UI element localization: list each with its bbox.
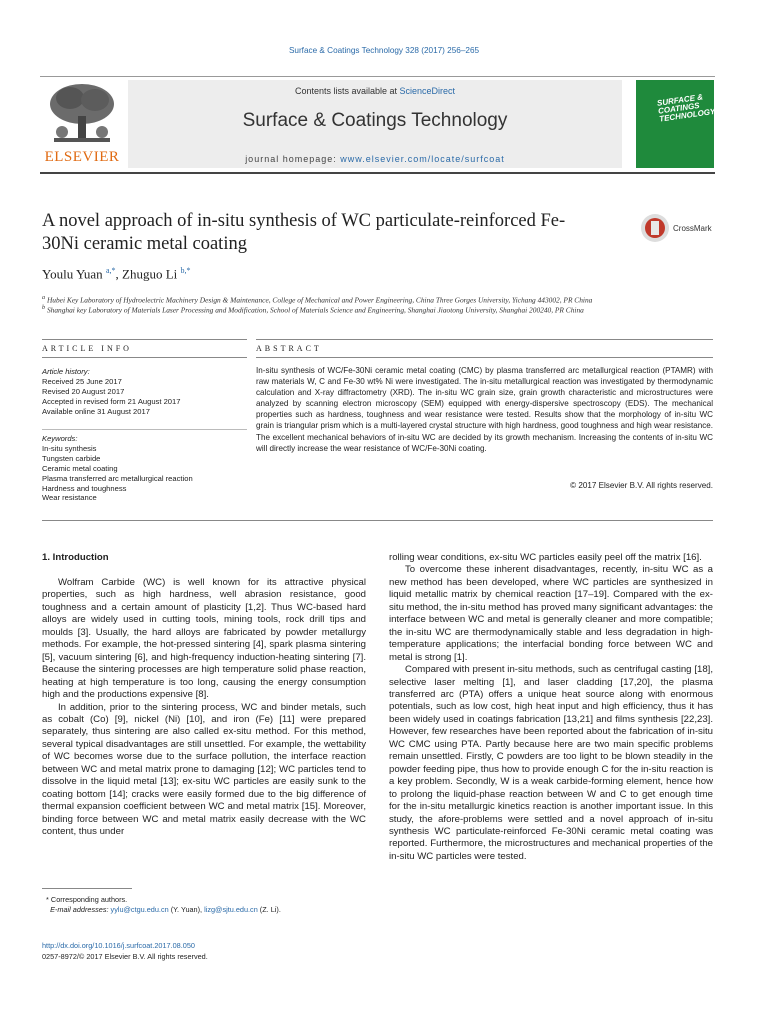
body-paragraph: rolling wear conditions, ex-situ WC particles easily peel off the matrix [16]. [389,552,702,563]
journal-reference-link[interactable]: Surface & Coatings Technology 328 (2017) 256–265 [288,46,480,55]
abstract-text: In-situ synthesis of WC/Fe-30Ni ceramic metal coating (CMC) by plasma transferred arc metallurgical reaction (PTAMR) with raw materials W, C and Fe-30 wt% Ni were investigated. The in-situ metallurgical reaction was investigated by thermodynamic calculation and X-ray diffractometry (XRD). The in-situ WC grain size, grain growth characteristic and microstructures were analyzed by scanning electron microscopy (SEM) equipped with energy-dispersive spectroscopy (EDS). The mechanical properties such as hardness, toughness and wear resistance were tested. Results show that the morphology of in-situ WC grain is triangular prism which is a multi-layered crystal structure with high hardness, good toughness and high wear resistance. The excellent mechanical behaviors of in-situ WC are decided by its growth mechanism. Increasing the contents of in-situ WC will directly increase the wear resistance of WC/Fe-30Ni coating. [256,366,713,453]
history-item: Available online 31 August 2017 [42,406,150,416]
crossmark-icon [640,213,670,243]
history-label: Article history: [42,367,90,376]
affil-mark: b [42,305,46,311]
elsevier-tree-icon [40,80,124,150]
keywords-block [42,434,247,503]
author-name: Youlu Yuan [42,266,103,282]
doi-text[interactable]: http://dx.doi.org/10.1016/j.surfcoat.2017.08.050 [42,941,195,950]
elsevier-logo [40,80,124,168]
left-column [42,577,366,839]
cover-title: SURFACE & COATINGS TECHNOLOGY [656,92,716,124]
journal-header-band [128,80,622,168]
journal-homepage-link[interactable]: www.elsevier.com/locate/surfcoat [340,154,505,164]
email-link[interactable]: yylu@ctgu.edu.cn [110,905,169,914]
crossmark-label: CrossMark [673,224,712,233]
footnote-corresponding: * Corresponding authors. E-mail addresses: yylu@ctgu.edu.cn (Y. Yuan), lizg@sjtu.edu.cn (Z. Li). [42,895,281,914]
body-paragraph: To overcome these inherent disadvantages, recently, in-situ WC as a new method has been developed, where WC particles are synthesized in liquid metallic matrix by chemical reaction [17–19]. Compared with the ex-situ method, the in-situ method has proved many significant advantages: the interface between WC and metal is generally cleaner and more compatible; the in-situ WC are thermodynamically stable and less degradation in high-temperature applications; the interfacial bonding force between WC and metal is strong [1]. [389,564,713,663]
keyword-item: Tungsten carbide [42,453,101,463]
body-paragraph: Wolfram Carbide (WC) is well known for its attractive physical properties, such as high hardness, well abrasion resistance, good toughness and a certain amount of plasticity [1,2]. Thus WC-based hard alloys are widely used in cutting tools, mining tools, rock drill tips and moulds [3]. Usually, the hard alloys are fabricated by powder metallurgy methods. For example, the hot-pressed sintering [4], spark plasma sintering [5], vacuum sintering [6], and high-frequency induction-heating sintering [7]. Because the sintering processes are high temperature solid phase reaction, heating at high temperature is too long, causing the energy consumption high and the productions expensive [8]. [42,577,366,701]
footnote-rule [42,888,132,889]
homepage-prefix: journal homepage: [245,154,341,164]
article-history [42,367,247,417]
journal-homepage-line [128,154,622,164]
history-item: Received 25 June 2017 [42,376,122,386]
issn-line: 0257-8972/© 2017 Elsevier B.V. All rights reserved. [42,952,208,961]
keyword-item: Plasma transferred arc metallurgical reaction [42,473,193,483]
right-column [389,552,713,863]
affil-text: Shanghai key Laboratory of Materials Laser Processing and Modification, School of Materials Science and Engineering, Shanghai Jiaotong University, Shanghai 200240, PR China [46,305,584,315]
keyword-item: Ceramic metal coating [42,463,118,473]
journal-cover-thumbnail[interactable] [636,80,714,168]
email-link[interactable]: lizg@sjtu.edu.cn [204,905,258,914]
elsevier-wordmark: ELSEVIER [44,149,120,165]
contents-prefix: Contents lists available at [294,86,400,96]
masthead-top-rule [40,76,715,77]
abstract-rule [256,357,713,358]
affiliation-b [42,303,722,315]
doi-link[interactable] [42,941,195,951]
body-paragraph: Compared with present in-situ methods, such as centrifugal casting [18], selective laser melting [1], and laser cladding [17,20], the plasma transferred arc (PTA) offers a unique heat source along with enormous potentials, such as low cost, high heat input and high efficiency, thus it has been widely used in coatings fabrication [13,21] and films synthesis [22,23]. However, few researches have been reported about the fabrication of in-situ WC CMC using PTA. Partly because here are two main specific problems remain unsettled. Firstly, C powders are too light to be blown steadily in the powder feeding pipe, thus how to provide enough C for the in-situ reaction is a key problem. Secondly, W is a weak carbide-forming element, hence how to prolong the liquid-phase reaction between W and C to get enough time for the in-situ metallurgic kinetics reaction is another important issue. In this study, the afore-problems were settled and a novel approach of in-situ synthesis WC particulate-reinforced Fe-30Ni ceramic metal coating was reported. Furthermore, the microstructures and mechanical properties of the in-situ WC particles were tested. [389,664,713,862]
article-info-rule [42,339,247,340]
email-owner: (Z. Li). [259,905,281,914]
affil-mark: a [42,295,46,301]
abstract-rule [256,339,713,340]
author-affil-mark[interactable]: a,* [105,266,116,275]
journal-masthead [40,76,715,172]
email-owner: (Y. Yuan), [170,905,203,914]
paper-title: A novel approach of in-situ synthesis of WC particulate-reinforced Fe-30Ni ceramic metal coating [42,211,566,254]
author-affil-mark[interactable]: b,* [180,266,191,275]
abstract-end-rule [42,520,713,521]
keyword-item: In-situ synthesis [42,443,97,453]
email-label: E-mail addresses: [50,905,109,914]
history-item: Revised 20 August 2017 [42,386,125,396]
article-info-rule [42,357,247,358]
abstract-copyright: © 2017 Elsevier B.V. All rights reserved. [570,481,713,490]
journal-title: Surface & Coatings Technology [242,110,508,131]
masthead-bottom-rule [40,172,715,174]
keyword-item: Hardness and toughness [42,483,127,493]
keyword-item: Wear resistance [42,493,97,503]
author-name: Zhuguo Li [122,266,178,282]
section-heading-introduction: 1. Introduction [42,552,109,563]
contents-available-line [128,86,622,96]
sciencedirect-link[interactable]: ScienceDirect [399,86,456,96]
body-paragraph: In addition, prior to the sintering process, WC and binder metals, such as cobalt (Co) [9], nickel (Ni) [10], and iron (Fe) [11] were prepared separately, thus sintering are also called ex-situ method. For this method, several typical disadvantages are still unsettled. For example, the wettability of WC becomes worse due to the surface pollution, the interface reaction between WC and metal matrix prone to damaging [12]; WC particles tend to dissolve in the liquid metal [13]; ex-situ WC particles are easily sunk to the coating bottom [14]; cracks were easily formed due to the big difference of thermal expansion coefficient between WC and metal matrix [15]. Moreover, binding force between WC and metal matrix easily decrease with the WC content, thus under [42,701,366,838]
crossmark-badge[interactable] [640,213,720,247]
author-list: Youlu Yuan $^{a,*}$, Zhuguo Li $^{b,*}$ [42,266,191,282]
history-item: Accepted in revised form 21 August 2017 [42,396,181,406]
info-divider [42,429,247,430]
affil-text: Hubei Key Laboratory of Hydroelectric Machinery Design & Maintenance, College of Mechanical and Power Engineering, China Three Gorges University, Yichang 443002, PR China [46,295,593,305]
corresponding-label: Corresponding authors. [50,895,128,904]
abstract-heading: ABSTRACT [256,344,322,353]
keywords-label: Keywords: [42,434,78,443]
article-info-heading: ARTICLE INFO [42,344,132,353]
